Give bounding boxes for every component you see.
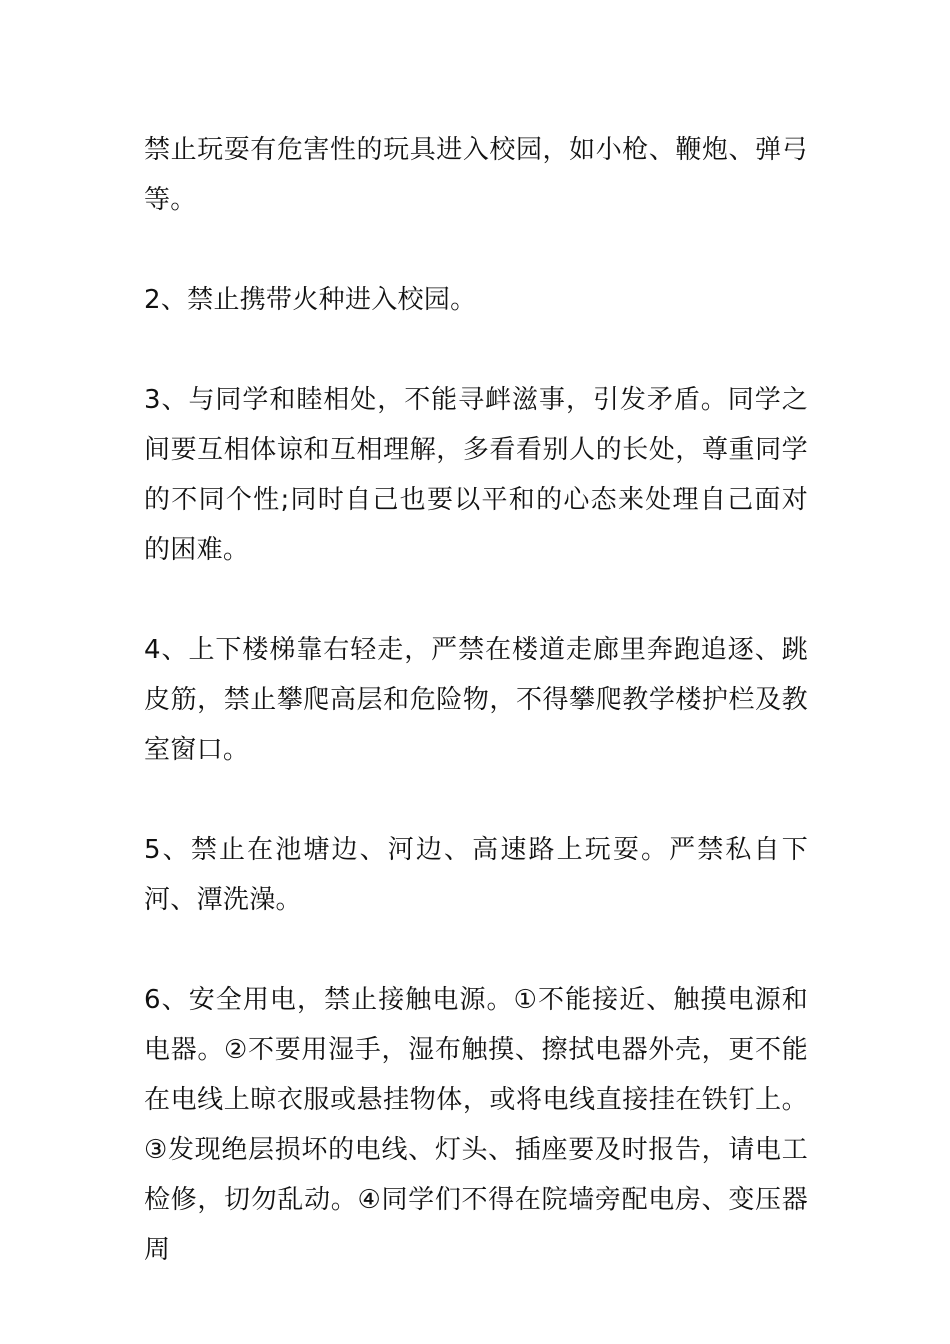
paragraph-water: 5、禁止在池塘边、河边、高速路上玩耍。严禁私自下河、潭洗澡。 — [144, 835, 808, 915]
paragraph-toys: 禁止玩耍有危害性的玩具进入校园，如小枪、鞭炮、弹弓等。 — [144, 135, 808, 215]
document-body — [144, 125, 808, 1275]
paragraph-classmates: 3、与同学和睦相处，不能寻衅滋事，引发矛盾。同学之间要互相体谅和互相理解，多看看别人的长处，尊重同学的不同个性;同时自己也要以平和的心态来处理自己面对的困难。 — [144, 385, 808, 565]
paragraph-stairs: 4、上下楼梯靠右轻走，严禁在楼道走廊里奔跑追逐、跳皮筋，禁止攀爬高层和危险物，不得攀爬教学楼护栏及教室窗口。 — [144, 635, 808, 765]
paragraph-electricity: 6、安全用电，禁止接触电源。①不能接近、触摸电源和电器。②不要用湿手，湿布触摸、擦拭电器外壳，更不能在电线上晾衣服或悬挂物体，或将电线直接挂在铁钉上。③发现绝层损坏的电线、灯头、插座要及时报告，请电工检修，切勿乱动。④同学们不得在院墙旁配电房、变压器周 — [144, 985, 808, 1265]
paragraph-fire: 2、禁止携带火种进入校园。 — [144, 285, 477, 315]
